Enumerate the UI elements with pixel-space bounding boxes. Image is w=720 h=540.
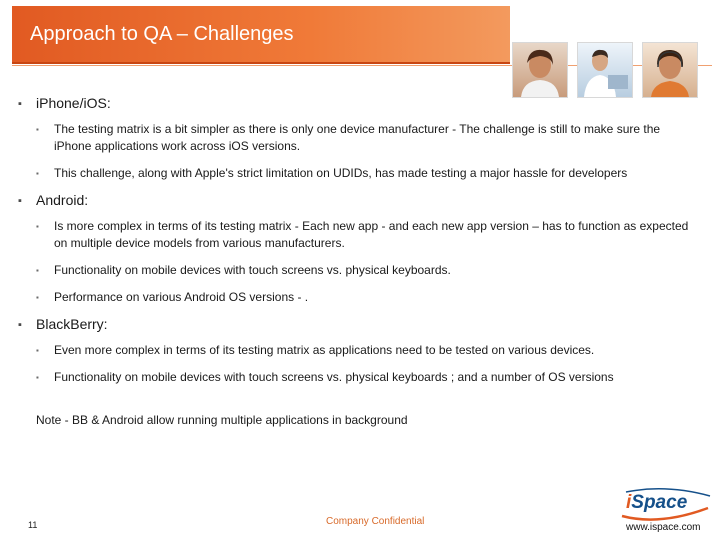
- person-icon: [643, 43, 697, 97]
- square-bullet-icon: ▪: [36, 346, 39, 355]
- slide-body: [18, 95, 708, 429]
- list-item-text: Is more complex in terms of its testing matrix - Each new app - and each new app version – has to function as expected on multiple device models from various manufacturers.: [54, 219, 689, 250]
- list-item-text: Functionality on mobile devices with touch screens vs. physical keyboards ; and a number of OS versions: [54, 370, 614, 384]
- background-note: Note - BB & Android allow running multiple applications in background: [36, 413, 408, 427]
- list-item-text: The testing matrix is a bit simpler as there is only one device manufacturer - The challenge is still to make sure the iPhone applications work across iOS versions.: [54, 122, 661, 153]
- list-item-text: Functionality on mobile devices with touch screens vs. physical keyboards.: [54, 263, 451, 277]
- list-item-text: Performance on various Android OS versions - .: [54, 290, 309, 304]
- list-item-text: Even more complex in terms of its testing matrix as applications need to be tested on various devices.: [54, 343, 595, 357]
- square-bullet-icon: ▪: [18, 195, 22, 207]
- square-bullet-icon: ▪: [36, 222, 39, 231]
- header-photo-man-laptop: [577, 42, 633, 98]
- square-bullet-icon: ▪: [36, 293, 39, 302]
- list-item: [36, 289, 694, 306]
- logo-prefix: i: [626, 492, 632, 513]
- ispace-logo: [626, 492, 687, 514]
- slide-title: Approach to QA – Challenges: [30, 23, 294, 45]
- confidential-label: Company Confidential: [326, 516, 425, 527]
- logo-rest: Space: [631, 492, 688, 513]
- square-bullet-icon: ▪: [18, 319, 22, 331]
- person-icon: [513, 43, 567, 97]
- list-item: [36, 262, 694, 279]
- header-photo-woman-smiling: [512, 42, 568, 98]
- section-heading-blackberry: [18, 316, 708, 333]
- list-item: [36, 218, 694, 252]
- square-bullet-icon: ▪: [36, 169, 39, 178]
- list-item-text: This challenge, along with Apple's strict limitation on UDIDs, has made testing a major hassle for developers: [54, 166, 628, 180]
- section-label: iPhone/iOS:: [36, 95, 111, 111]
- square-bullet-icon: ▪: [18, 98, 22, 110]
- title-bar: [12, 6, 510, 64]
- header-photo-woman-headset: [642, 42, 698, 98]
- website-url: www.ispace.com: [626, 522, 701, 533]
- list-item: [36, 342, 694, 359]
- section-label: Android:: [36, 192, 89, 208]
- section-label: BlackBerry:: [36, 316, 108, 332]
- list-item: [36, 369, 694, 386]
- person-icon: [578, 43, 632, 97]
- square-bullet-icon: ▪: [36, 125, 39, 134]
- square-bullet-icon: ▪: [36, 373, 39, 382]
- list-item: [36, 165, 694, 182]
- square-bullet-icon: ▪: [36, 266, 39, 275]
- list-item: [36, 121, 694, 155]
- page-number: 11: [28, 520, 38, 530]
- section-heading-iphone: [18, 95, 708, 112]
- section-heading-android: [18, 192, 708, 209]
